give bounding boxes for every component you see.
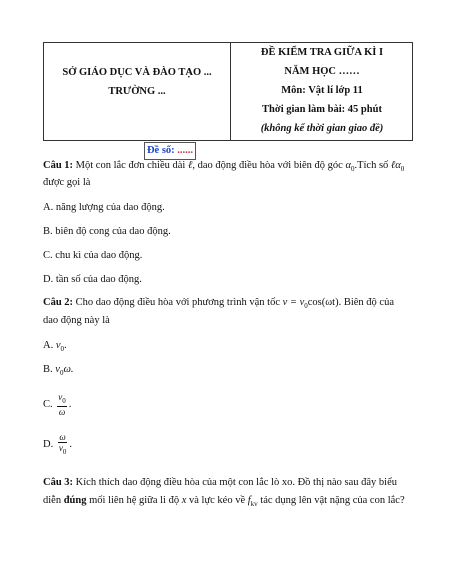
option-punct: .: [64, 340, 67, 351]
option-fraction: [57, 392, 67, 417]
department-name: SỞ GIÁO DỤC VÀ ĐÀO TẠO ...: [62, 67, 212, 78]
option-letter: B.: [43, 364, 56, 375]
q2-label: Câu 2:: [43, 297, 74, 308]
option-symbol: v: [55, 340, 61, 351]
q1-stem-line2: được gọi là: [43, 177, 91, 188]
q3-stem-line2: [43, 495, 405, 508]
duration-note: (không kể thời gian giao đề): [260, 123, 384, 134]
q1-subscript: 0: [400, 165, 405, 174]
q1-subscript: 0: [350, 165, 355, 174]
option-fraction: [58, 432, 68, 457]
q3-text: tác dụng lên vật nặng của con lắc?: [257, 495, 405, 506]
q1-text: , dao động điều hòa với biên độ góc: [192, 160, 346, 171]
option-subscript: 0: [59, 369, 64, 378]
q3-label: Câu 3:: [43, 477, 74, 488]
q2-option-d: [43, 432, 72, 457]
fraction-numerator: ω: [59, 432, 66, 442]
q2-stem: [43, 297, 394, 310]
q3-text: diễn: [43, 495, 64, 506]
q3-text: và lực kéo về: [186, 495, 248, 506]
q2-equation-tail: cos(ωt): [307, 297, 339, 308]
q2-equation: v = v: [282, 297, 305, 308]
q3-text: Kích thích dao động điều hòa của một con lắc lò xo. Đồ thị nào sau đây biểu: [73, 477, 398, 488]
q1-option-c: C. chu kì của dao động.: [43, 250, 143, 261]
q2-text: Cho dao động điều hòa với phương trình vận tốc: [73, 297, 283, 308]
exam-header: [43, 42, 413, 156]
q2-option-a: [43, 340, 67, 353]
q1-option-b: B. biên độ cong của dao động.: [43, 226, 171, 237]
option-punct: .: [68, 398, 72, 410]
option-letter: A.: [43, 340, 56, 351]
option-letter: D.: [43, 438, 56, 450]
q1-option-a: A. năng lượng của dao động.: [43, 202, 165, 213]
option-punct: .: [69, 438, 72, 450]
q3-subscript: kv: [250, 500, 258, 509]
subject: Môn: Vật lí lớp 11: [281, 85, 363, 96]
school-year: NĂM HỌC ……: [284, 66, 360, 77]
duration: Thời gian làm bài: 45 phút: [262, 104, 382, 115]
q2-text: . Biên độ của: [338, 297, 394, 308]
exam-code-box: [144, 142, 196, 160]
q2-subscript: 0: [304, 302, 308, 311]
option-letter: C.: [43, 398, 56, 410]
exam-code-label: Đề số:: [146, 145, 175, 156]
q1-label: Câu 1:: [43, 160, 74, 171]
q2-option-b: [43, 364, 73, 377]
q3-emphasis: đúng: [63, 495, 87, 506]
option-symbol: v: [55, 364, 60, 375]
q1-text: .Tích số: [354, 160, 391, 171]
exam-code-value: ......: [177, 145, 194, 156]
fraction-subscript: 0: [62, 447, 67, 456]
fraction-denominator: ω: [58, 406, 66, 417]
q1-symbol-alpha: α: [345, 160, 351, 171]
q1-text: Một con lắc đơn chiều dài: [73, 160, 188, 171]
q3-stem: [43, 477, 397, 488]
q2-option-c: [43, 392, 71, 417]
option-symbol: ω.: [63, 364, 74, 375]
fraction-denominator: v: [58, 443, 63, 453]
q1-stem: [43, 160, 404, 173]
q1-option-d: D. tần số của dao động.: [43, 274, 142, 285]
q2-stem-line2: dao động này là: [43, 315, 110, 326]
school-name: TRƯỜNG ...: [108, 86, 166, 97]
q3-text: mối liên hệ giữa li độ: [86, 495, 182, 506]
q3-symbol-f: f: [247, 495, 251, 506]
option-subscript: 0: [60, 345, 65, 354]
q1-symbol-length: ℓ: [187, 160, 193, 171]
exam-title: ĐỀ KIỂM TRA GIỮA KÌ I: [260, 47, 384, 58]
fraction-numerator: v: [58, 392, 63, 402]
q1-symbol-product: ℓα: [390, 160, 401, 171]
q3-symbol-x: x: [181, 495, 187, 506]
fraction-subscript: 0: [62, 396, 66, 405]
